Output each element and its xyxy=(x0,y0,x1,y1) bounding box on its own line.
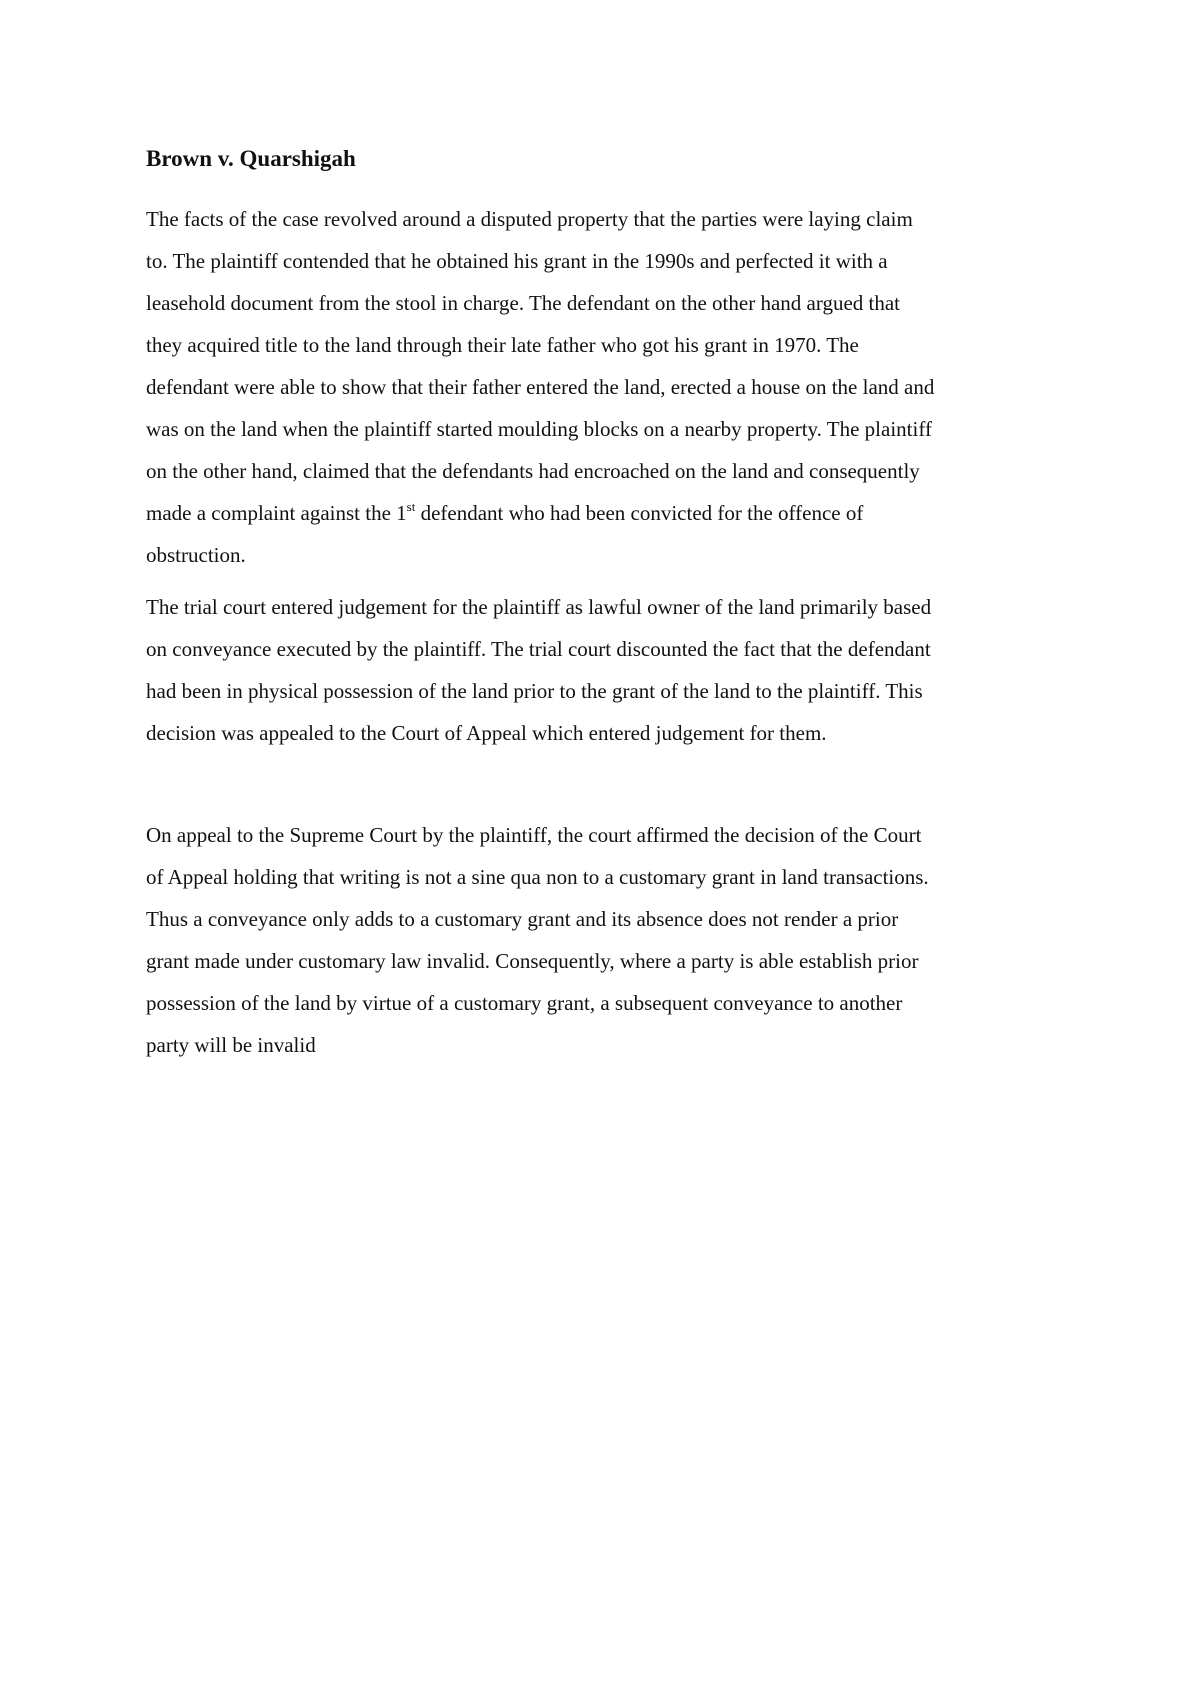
paragraph-facts xyxy=(146,198,1066,576)
text-line: defendant were able to show that their father entered the land, erected a house on the land and xyxy=(146,375,935,399)
text-segment: defendant who had been convicted for the offence of xyxy=(415,501,864,525)
text-segment: made a complaint against the 1 xyxy=(146,501,407,525)
text-line: to. The plaintiff contended that he obtained his grant in the 1990s and perfected it with a xyxy=(146,249,888,273)
paragraph-trial-court xyxy=(146,586,1066,754)
text-line: grant made under customary law invalid. Consequently, where a party is able establish prior xyxy=(146,949,919,973)
text-line: had been in physical possession of the land prior to the grant of the land to the plaintiff. This xyxy=(146,679,923,703)
case-title: Brown v. Quarshigah xyxy=(146,146,356,171)
document-body xyxy=(146,142,1066,1076)
text-line: On appeal to the Supreme Court by the plaintiff, the court affirmed the decision of the Court xyxy=(146,823,922,847)
text-line xyxy=(146,492,1066,534)
text-line: on conveyance executed by the plaintiff. The trial court discounted the fact that the defendant xyxy=(146,637,931,661)
text-line: possession of the land by virtue of a customary grant, a subsequent conveyance to another xyxy=(146,991,903,1015)
text-line: was on the land when the plaintiff started moulding blocks on a nearby property. The plaintiff xyxy=(146,417,932,441)
text-line: obstruction. xyxy=(146,543,246,567)
text-line: The trial court entered judgement for the plaintiff as lawful owner of the land primarily based xyxy=(146,595,932,619)
text-line: The facts of the case revolved around a disputed property that the parties were laying claim xyxy=(146,207,913,231)
text-line: party will be invalid xyxy=(146,1033,316,1057)
text-line: decision was appealed to the Court of Appeal which entered judgement for them. xyxy=(146,721,827,745)
text-line: leasehold document from the stool in charge. The defendant on the other hand argued that xyxy=(146,291,901,315)
text-line: Thus a conveyance only adds to a customary grant and its absence does not render a prior xyxy=(146,907,899,931)
paragraph-supreme-court xyxy=(146,814,1066,1066)
text-line: on the other hand, claimed that the defendants had encroached on the land and consequently xyxy=(146,459,920,483)
superscript-ordinal: st xyxy=(406,499,416,514)
text-line: of Appeal holding that writing is not a sine qua non to a customary grant in land transactions. xyxy=(146,865,929,889)
text-line: they acquired title to the land through their late father who got his grant in 1970. The xyxy=(146,333,859,357)
